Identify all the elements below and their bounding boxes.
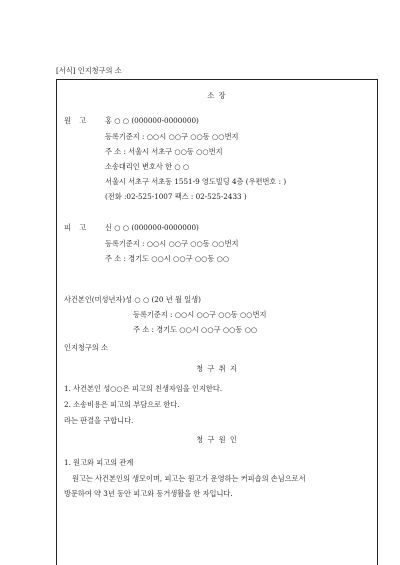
defendant-address: 주 소 : 경기도 ○○시 ○○구 ○○동 ○○ bbox=[105, 254, 230, 263]
claim-purpose-item: 1. 사건본인 성○○은 피고의 친생자임을 인지한다. bbox=[64, 384, 223, 393]
plaintiff-contact: (전화 :02-525-1007 팩스 : 02-525-2433 ) bbox=[105, 192, 247, 201]
claim-purpose-item: 라는 판결을 구합니다. bbox=[64, 416, 134, 425]
principal-address: 주 소 : 경기도 ○○시 ○○구 ○○동 ○○ bbox=[133, 325, 258, 334]
document-title: 소 장 bbox=[207, 91, 227, 100]
form-label: [서식] 인지청구의 소 bbox=[56, 66, 122, 75]
defendant-name: 신 ○ ○ (000000-0000000) bbox=[105, 223, 199, 232]
principal-domicile: 등록기준지 : ○○시 ○○구 ○○동 ○○번지 bbox=[133, 310, 267, 319]
claim-purpose-heading: 청 구 취 지 bbox=[196, 364, 238, 373]
defendant-role: 피 고 bbox=[64, 223, 90, 232]
principal-label: 사건본인(미성년자)성 ○ ○ (20 년 월 일생) bbox=[64, 295, 201, 304]
plaintiff-counsel-address: 서울시 서초구 서초동 1551-9 영도빌딩 4층 (우편번호 : ) bbox=[105, 177, 287, 186]
case-name: 인지청구의 소 bbox=[64, 343, 108, 352]
claim-cause-heading: 청 구 원 인 bbox=[196, 435, 238, 444]
claim-cause-subheading: 1. 원고와 피고의 관계 bbox=[64, 458, 134, 467]
plaintiff-domicile: 등록기준지 : ○○시 ○○구 ○○동 ○○번지 bbox=[105, 132, 239, 141]
claim-cause-paragraph-line: 원고는 사건본인의 생모이며, 피고는 원고가 운영하는 커피숍의 손님으로서 bbox=[72, 474, 306, 483]
plaintiff-role: 원 고 bbox=[64, 116, 90, 125]
plaintiff-counsel: 소송대리인 변호사 한 ○ ○ bbox=[105, 162, 190, 171]
plaintiff-name: 홍 ○ ○ (000000-0000000) bbox=[105, 116, 199, 125]
plaintiff-address: 주 소 : 서울시 서초구 ○○동 ○○번지 bbox=[105, 147, 223, 156]
claim-cause-paragraph-line: 방문하여 약 3년 동안 피고와 동거생활을 한 자입니다. bbox=[64, 489, 233, 498]
claim-purpose-item: 2. 소송비용은 피고의 부담으로 한다. bbox=[64, 400, 180, 409]
defendant-domicile: 등록기준지 : ○○시 ○○구 ○○동 ○○번지 bbox=[105, 239, 239, 248]
